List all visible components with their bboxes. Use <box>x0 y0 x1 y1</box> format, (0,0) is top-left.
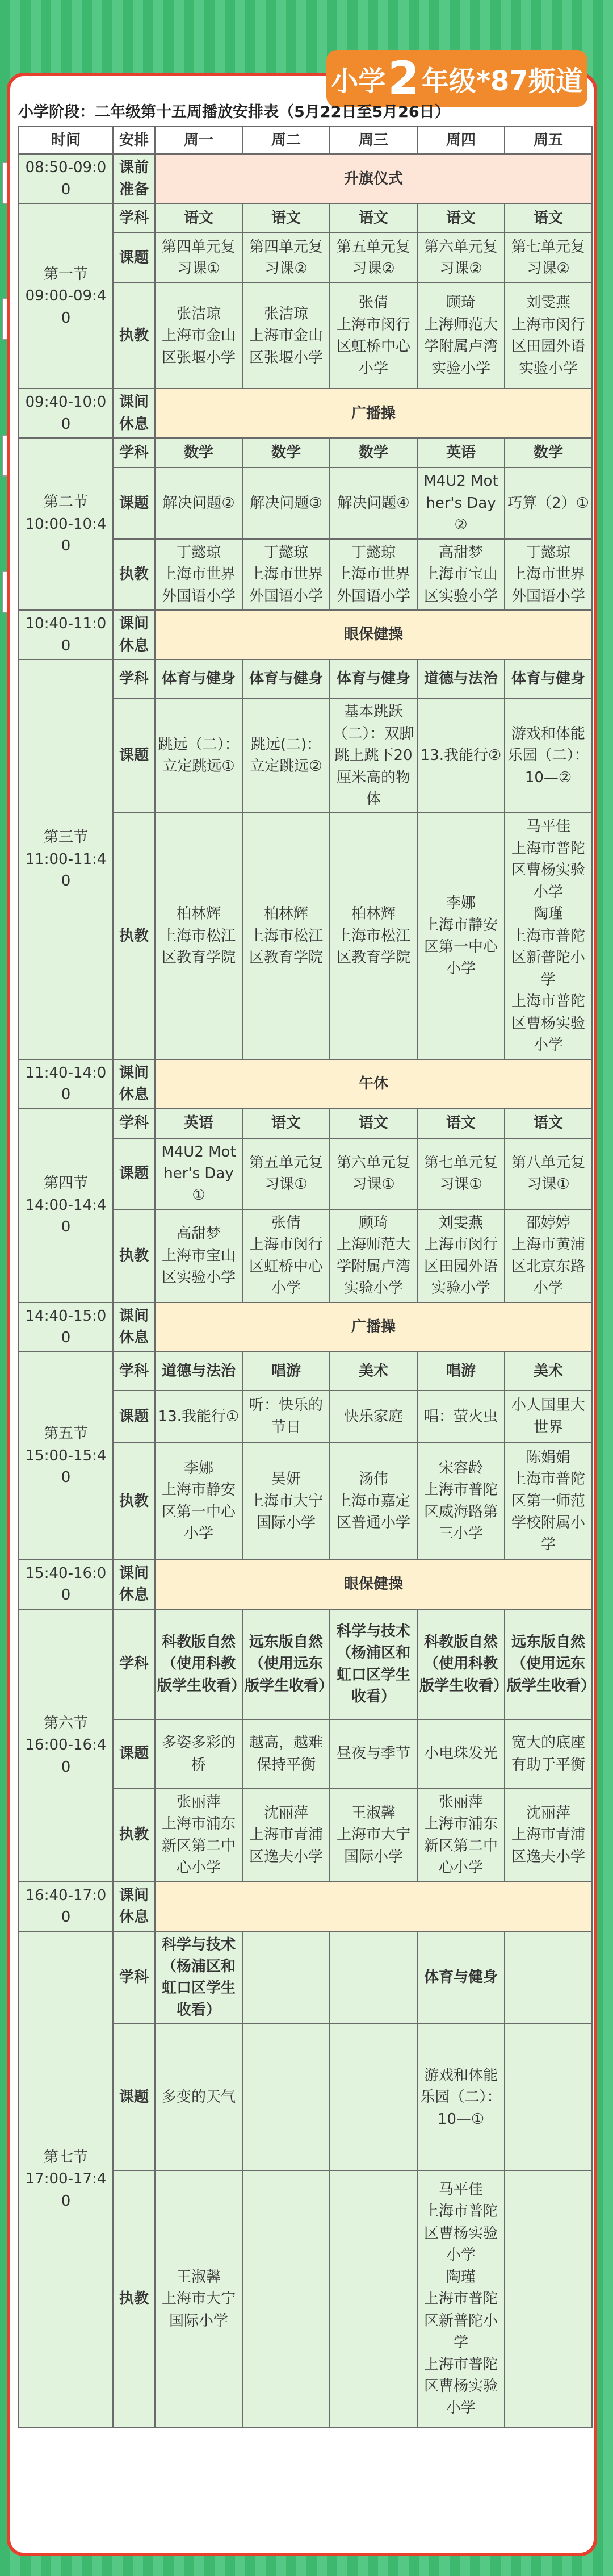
subj-cell: 体育与健身 <box>417 1931 505 2024</box>
topic-cell: M4U2 Mother's Day② <box>417 467 505 538</box>
row-label-cell: 学科 <box>113 1931 155 2024</box>
topic-cell: 小电珠发光 <box>417 1719 505 1789</box>
teacher-cell: 柏林辉 上海市松江区教育学院 <box>155 813 242 1059</box>
subj-cell: 语文 <box>242 203 330 233</box>
subj-cell: 数学 <box>242 438 330 467</box>
topic-cell: 解决问题④ <box>330 467 417 538</box>
lesson-row <box>19 1109 592 1138</box>
teacher-cell: 马平佳 上海市普陀区曹杨实验小学 陶瑾 上海市普陀区新普陀小学 上海市普陀区曹杨实验小学 <box>505 813 592 1059</box>
activity-cell: 午休 <box>155 1059 592 1109</box>
subj-cell: 数学 <box>505 438 592 467</box>
arrangement-cell: 课间休息 <box>113 1560 155 1609</box>
teacher-cell: 张丽萍 上海市浦东新区第二中心小学 <box>155 1789 242 1882</box>
teacher-cell: 张倩 上海市闵行区虹桥中心小学 <box>330 283 417 389</box>
header-cell: 安排 <box>113 127 155 154</box>
header-cell: 周二 <box>242 127 330 154</box>
topic-cell: 游戏和体能乐园（二）：10—② <box>505 698 592 813</box>
badge-channel: 年级*87频道 <box>421 65 583 97</box>
arrangement-cell: 课间休息 <box>113 1059 155 1109</box>
time-cell: 15:40-16:00 <box>19 1560 113 1609</box>
teacher-cell <box>242 2170 330 2427</box>
subj-cell: 语文 <box>505 203 592 233</box>
header-cell: 周一 <box>155 127 242 154</box>
lesson-row <box>19 1931 592 2024</box>
row-label-cell: 学科 <box>113 203 155 233</box>
break-row <box>19 1560 592 1609</box>
topic-cell: 跳远(二)：立定跳远② <box>242 698 330 813</box>
teacher-cell: 吴妍 上海市大宁国际小学 <box>242 1443 330 1560</box>
subj-cell: 远东版自然（使用远东版学生收看） <box>242 1609 330 1719</box>
subj-cell: 英语 <box>155 1109 242 1138</box>
topic-cell: 第七单元复习课① <box>417 1138 505 1209</box>
topic-cell: 越高，越难保持平衡 <box>242 1719 330 1789</box>
topic-cell: M4U2 Mother's Day① <box>155 1138 242 1209</box>
row-label-cell: 课题 <box>113 1391 155 1443</box>
period-time-cell: 第二节 10:00-10:40 <box>19 438 113 610</box>
subj-cell: 语文 <box>330 203 417 233</box>
lesson-row <box>19 203 592 233</box>
subj-cell: 科学与技术（杨浦区和虹口区学生收看） <box>155 1931 242 2024</box>
teacher-cell: 丁懿琼 上海市世界外国语小学 <box>242 539 330 610</box>
teacher-cell: 丁懿琼 上海市世界外国语小学 <box>330 539 417 610</box>
topic-cell: 第五单元复习课① <box>242 1138 330 1209</box>
subj-cell: 语文 <box>505 1109 592 1138</box>
subj-cell: 体育与健身 <box>155 659 242 698</box>
teacher-cell: 汤伟 上海市嘉定区普通小学 <box>330 1443 417 1560</box>
teacher-cell: 李娜 上海市静安区第一中心小学 <box>417 813 505 1059</box>
subj-cell: 语文 <box>330 1109 417 1138</box>
row-label-cell: 执教 <box>113 283 155 389</box>
header-cell: 周三 <box>330 127 417 154</box>
break-row <box>19 610 592 659</box>
break-row <box>19 389 592 438</box>
topic-cell: 第六单元复习课② <box>417 233 505 283</box>
teacher-cell: 李娜 上海市静安区第一中心小学 <box>155 1443 242 1560</box>
subj-cell: 唱游 <box>242 1352 330 1391</box>
activity-cell: 广播操 <box>155 1302 592 1352</box>
activity-cell: 眼保健操 <box>155 1560 592 1609</box>
subj-cell: 体育与健身 <box>242 659 330 698</box>
schedule-body <box>19 154 596 2427</box>
topic-cell: 宽大的底座有助于平衡 <box>505 1719 592 1789</box>
badge-grade-number: 2 <box>388 52 419 105</box>
teacher-cell: 邵婷婷 上海市黄浦区北京东路小学 <box>505 1209 592 1302</box>
page-title: 小学阶段：二年级第十五周播放安排表（5月22日至5月26日） <box>18 103 450 121</box>
subj-cell: 道德与法治 <box>155 1352 242 1391</box>
subj-cell: 美术 <box>505 1352 592 1391</box>
topic-cell: 解决问题② <box>155 467 242 538</box>
subj-cell: 语文 <box>155 203 242 233</box>
topic-cell: 听：快乐的节日 <box>242 1391 330 1443</box>
topic-cell <box>242 2024 330 2170</box>
time-cell: 11:40-14:00 <box>19 1059 113 1109</box>
time-cell: 08:50-09:00 <box>19 154 113 203</box>
break-row <box>19 1882 592 1931</box>
subj-cell: 体育与健身 <box>330 659 417 698</box>
topic-cell: 快乐家庭 <box>330 1391 417 1443</box>
row-label-cell: 课题 <box>113 698 155 813</box>
period-time-cell: 第六节 16:00-16:40 <box>19 1609 113 1882</box>
topic-cell: 第五单元复习课② <box>330 233 417 283</box>
teacher-cell <box>330 2170 417 2427</box>
row-label-cell: 课题 <box>113 467 155 538</box>
topic-cell: 13.我能行② <box>417 698 505 813</box>
teacher-cell: 丁懿琼 上海市世界外国语小学 <box>505 539 592 610</box>
row-label-cell: 执教 <box>113 1789 155 1882</box>
arrangement-cell: 课间休息 <box>113 1302 155 1352</box>
teacher-cell: 顾琦 上海师范大学附属卢湾实验小学 <box>330 1209 417 1302</box>
schedule-table <box>18 126 596 2428</box>
topic-cell: 第四单元复习课② <box>242 233 330 283</box>
time-cell: 09:40-10:00 <box>19 389 113 438</box>
activity-cell: 眼保健操 <box>155 610 592 659</box>
subj-cell: 唱游 <box>417 1352 505 1391</box>
teacher-cell: 顾琦 上海师范大学附属卢湾实验小学 <box>417 283 505 389</box>
row-label-cell: 执教 <box>113 813 155 1059</box>
teacher-cell: 陈娟娟 上海市普陀区第一师范学校附属小学 <box>505 1443 592 1560</box>
subj-cell <box>330 1931 417 2024</box>
teacher-cell <box>505 2170 592 2427</box>
topic-cell: 游戏和体能乐园（二）：10—① <box>417 2024 505 2170</box>
period-time-cell: 第七节 17:00-17:40 <box>19 1931 113 2428</box>
header-cell: 周五 <box>505 127 592 154</box>
teacher-cell: 王淑馨 上海市大宁国际小学 <box>330 1789 417 1882</box>
teacher-cell: 刘雯燕 上海市闵行区田园外语实验小学 <box>505 283 592 389</box>
topic-cell: 第六单元复习课① <box>330 1138 417 1209</box>
topic-cell: 巧算（2）① <box>505 467 592 538</box>
topic-cell: 第七单元复习课② <box>505 233 592 283</box>
subj-cell: 道德与法治 <box>417 659 505 698</box>
row-label-cell: 课题 <box>113 1138 155 1209</box>
topic-cell: 13.我能行① <box>155 1391 242 1443</box>
subj-cell <box>242 1931 330 2024</box>
header-cell: 周四 <box>417 127 505 154</box>
subj-cell: 美术 <box>330 1352 417 1391</box>
lesson-row <box>19 1609 592 1719</box>
break-row <box>19 1302 592 1352</box>
teacher-cell: 丁懿琼 上海市世界外国语小学 <box>155 539 242 610</box>
activity-cell <box>155 1882 592 1931</box>
teacher-cell: 王淑馨 上海市大宁国际小学 <box>155 2170 242 2427</box>
teacher-cell: 高甜梦 上海市宝山区实验小学 <box>417 539 505 610</box>
row-label-cell: 课题 <box>113 233 155 283</box>
subj-cell: 体育与健身 <box>505 659 592 698</box>
lesson-row <box>19 1352 592 1391</box>
teacher-cell: 柏林辉 上海市松江区教育学院 <box>242 813 330 1059</box>
teacher-cell: 张丽萍 上海市浦东新区第二中心小学 <box>417 1789 505 1882</box>
time-cell: 10:40-11:00 <box>19 610 113 659</box>
teacher-cell: 张洁琼 上海市金山区张堰小学 <box>155 283 242 389</box>
teacher-cell: 柏林辉 上海市松江区教育学院 <box>330 813 417 1059</box>
row-label-cell: 学科 <box>113 1109 155 1138</box>
teacher-cell: 沈丽萍 上海市青浦区逸夫小学 <box>242 1789 330 1882</box>
teacher-cell: 刘雯燕 上海市闵行区田园外语实验小学 <box>417 1209 505 1302</box>
arrangement-cell: 课间休息 <box>113 610 155 659</box>
arrangement-cell: 课间休息 <box>113 389 155 438</box>
row-label-cell: 执教 <box>113 1443 155 1560</box>
teacher-cell: 沈丽萍 上海市青浦区逸夫小学 <box>505 1789 592 1882</box>
teacher-cell: 张洁琼 上海市金山区张堰小学 <box>242 283 330 389</box>
row-label-cell: 学科 <box>113 438 155 467</box>
arrangement-cell: 课前准备 <box>113 154 155 203</box>
header-cell: 时间 <box>19 127 113 154</box>
subj-cell: 科学与技术（杨浦区和虹口区学生收看） <box>330 1609 417 1719</box>
topic-cell: 多姿多彩的桥 <box>155 1719 242 1789</box>
subj-cell: 语文 <box>417 1109 505 1138</box>
lesson-row <box>19 659 592 698</box>
grade-badge <box>326 50 587 107</box>
row-label-cell: 课题 <box>113 2024 155 2170</box>
subj-cell <box>505 1931 592 2024</box>
period-time-cell: 第五节 15:00-15:40 <box>19 1352 113 1560</box>
header-row <box>19 127 592 154</box>
time-cell: 16:40-17:00 <box>19 1882 113 1931</box>
subj-cell: 语文 <box>417 203 505 233</box>
topic-cell <box>330 2024 417 2170</box>
period-time-cell: 第三节 11:00-11:40 <box>19 659 113 1059</box>
topic-cell: 基本跳跃（二）：双脚跳上跳下20厘米高的物体 <box>330 698 417 813</box>
topic-cell: 跳远（二）：立定跳远① <box>155 698 242 813</box>
activity-cell: 升旗仪式 <box>155 154 592 203</box>
topic-cell: 小人国里大世界 <box>505 1391 592 1443</box>
teacher-cell: 高甜梦 上海市宝山区实验小学 <box>155 1209 242 1302</box>
subj-cell: 英语 <box>417 438 505 467</box>
topic-cell: 昼夜与季节 <box>330 1719 417 1789</box>
subj-cell: 语文 <box>242 1109 330 1138</box>
activity-cell: 广播操 <box>155 389 592 438</box>
lesson-row <box>19 438 592 467</box>
subj-cell: 远东版自然（使用远东版学生收看） <box>505 1609 592 1719</box>
subj-cell: 科教版自然（使用科教版学生收看） <box>417 1609 505 1719</box>
row-label-cell: 学科 <box>113 659 155 698</box>
row-label-cell: 学科 <box>113 1609 155 1719</box>
row-label-cell: 执教 <box>113 2170 155 2427</box>
time-cell: 14:40-15:00 <box>19 1302 113 1352</box>
teacher-cell: 宋容龄 上海市普陀区威海路第三小学 <box>417 1443 505 1560</box>
period-time-cell: 第四节 14:00-14:40 <box>19 1109 113 1302</box>
row-label-cell: 学科 <box>113 1352 155 1391</box>
subj-cell: 数学 <box>155 438 242 467</box>
arrangement-cell: 课间休息 <box>113 1882 155 1931</box>
row-label-cell: 执教 <box>113 1209 155 1302</box>
topic-cell: 唱：萤火虫 <box>417 1391 505 1443</box>
teacher-cell: 张倩 上海市闵行区虹桥中心小学 <box>242 1209 330 1302</box>
badge-level: 小学 <box>331 65 386 97</box>
break-row <box>19 154 592 203</box>
row-label-cell: 执教 <box>113 539 155 610</box>
teacher-cell: 马平佳 上海市普陀区曹杨实验小学 陶瑾 上海市普陀区新普陀小学 上海市普陀区曹杨实验小学 <box>417 2170 505 2427</box>
topic-cell: 第四单元复习课① <box>155 233 242 283</box>
period-time-cell: 第一节 09:00-09:40 <box>19 203 113 389</box>
row-label-cell: 课题 <box>113 1719 155 1789</box>
subj-cell: 数学 <box>330 438 417 467</box>
topic-cell: 第八单元复习课① <box>505 1138 592 1209</box>
topic-cell: 解决问题③ <box>242 467 330 538</box>
topic-cell <box>505 2024 592 2170</box>
subj-cell: 科教版自然（使用科教版学生收看） <box>155 1609 242 1719</box>
topic-cell: 多变的天气 <box>155 2024 242 2170</box>
break-row <box>19 1059 592 1109</box>
